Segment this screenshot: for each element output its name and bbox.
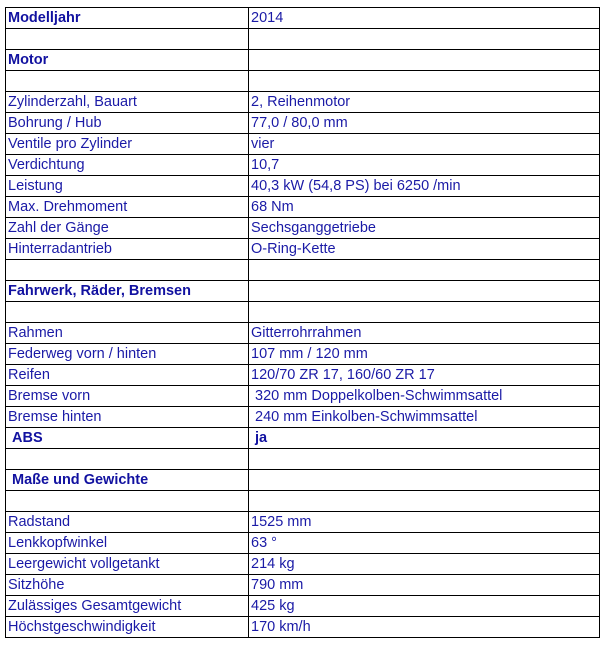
spacer-row bbox=[6, 71, 600, 92]
spec-value: ja bbox=[249, 428, 600, 449]
spec-label: Hinterradantrieb bbox=[6, 239, 249, 260]
spec-value: O-Ring-Kette bbox=[249, 239, 600, 260]
spec-value: 790 mm bbox=[249, 575, 600, 596]
spec-value bbox=[249, 50, 600, 71]
spec-label bbox=[6, 491, 249, 512]
spec-label: Höchstgeschwindigkeit bbox=[6, 617, 249, 638]
spec-label: Ventile pro Zylinder bbox=[6, 134, 249, 155]
spec-table-body bbox=[6, 8, 600, 638]
spec-label: Zahl der Gänge bbox=[6, 218, 249, 239]
spec-value: 425 kg bbox=[249, 596, 600, 617]
spec-label: Verdichtung bbox=[6, 155, 249, 176]
spec-value bbox=[249, 71, 600, 92]
spec-row bbox=[6, 239, 600, 260]
spec-value: 40,3 kW (54,8 PS) bei 6250 /min bbox=[249, 176, 600, 197]
spec-row bbox=[6, 113, 600, 134]
spec-label: Leistung bbox=[6, 176, 249, 197]
spec-label bbox=[6, 260, 249, 281]
spec-value: 107 mm / 120 mm bbox=[249, 344, 600, 365]
spec-value: 120/70 ZR 17, 160/60 ZR 17 bbox=[249, 365, 600, 386]
spec-row bbox=[6, 533, 600, 554]
spacer-row bbox=[6, 302, 600, 323]
section-title: Maße und Gewichte bbox=[6, 470, 249, 491]
spec-value: 320 mm Doppelkolben-Schwimmsattel bbox=[249, 386, 600, 407]
spec-row bbox=[6, 8, 600, 29]
spec-row bbox=[6, 554, 600, 575]
spec-value: 77,0 / 80,0 mm bbox=[249, 113, 600, 134]
spec-value: 2014 bbox=[249, 8, 600, 29]
section-header-row bbox=[6, 281, 600, 302]
section-header-row bbox=[6, 50, 600, 71]
spec-label: Sitzhöhe bbox=[6, 575, 249, 596]
section-header-row bbox=[6, 470, 600, 491]
spec-value: 214 kg bbox=[249, 554, 600, 575]
spec-value bbox=[249, 491, 600, 512]
spec-label: Modelljahr bbox=[6, 8, 249, 29]
spec-row bbox=[6, 155, 600, 176]
spec-row bbox=[6, 134, 600, 155]
spec-value: 170 km/h bbox=[249, 617, 600, 638]
spec-label: Reifen bbox=[6, 365, 249, 386]
spec-row bbox=[6, 596, 600, 617]
spec-row bbox=[6, 428, 600, 449]
spec-label: Zylinderzahl, Bauart bbox=[6, 92, 249, 113]
spec-row bbox=[6, 323, 600, 344]
spacer-row bbox=[6, 449, 600, 470]
spec-value: vier bbox=[249, 134, 600, 155]
spec-label: Lenkkopfwinkel bbox=[6, 533, 249, 554]
spec-value bbox=[249, 302, 600, 323]
spec-row bbox=[6, 617, 600, 638]
spec-row bbox=[6, 197, 600, 218]
spec-row bbox=[6, 176, 600, 197]
spec-value: 68 Nm bbox=[249, 197, 600, 218]
section-title: Fahrwerk, Räder, Bremsen bbox=[6, 281, 249, 302]
spec-label: Leergewicht vollgetankt bbox=[6, 554, 249, 575]
spec-value bbox=[249, 260, 600, 281]
spacer-row bbox=[6, 29, 600, 50]
spec-value bbox=[249, 449, 600, 470]
spec-table bbox=[5, 7, 600, 638]
spec-row bbox=[6, 407, 600, 428]
section-title: Motor bbox=[6, 50, 249, 71]
spec-label bbox=[6, 302, 249, 323]
spec-value: 2, Reihenmotor bbox=[249, 92, 600, 113]
spec-label: Bremse vorn bbox=[6, 386, 249, 407]
spec-value bbox=[249, 29, 600, 50]
spec-value: Gitterrohrrahmen bbox=[249, 323, 600, 344]
spec-label: Bremse hinten bbox=[6, 407, 249, 428]
spacer-row bbox=[6, 260, 600, 281]
spec-label bbox=[6, 29, 249, 50]
spec-row bbox=[6, 218, 600, 239]
spec-label: ABS bbox=[6, 428, 249, 449]
spec-value: Sechsganggetriebe bbox=[249, 218, 600, 239]
spec-label bbox=[6, 71, 249, 92]
spec-value: 63 ° bbox=[249, 533, 600, 554]
spec-row bbox=[6, 92, 600, 113]
spec-row bbox=[6, 575, 600, 596]
spec-row bbox=[6, 386, 600, 407]
spacer-row bbox=[6, 491, 600, 512]
spec-value bbox=[249, 281, 600, 302]
spec-label bbox=[6, 449, 249, 470]
spec-value bbox=[249, 470, 600, 491]
spec-label: Zulässiges Gesamtgewicht bbox=[6, 596, 249, 617]
spec-label: Rahmen bbox=[6, 323, 249, 344]
spec-row bbox=[6, 365, 600, 386]
spec-row bbox=[6, 344, 600, 365]
spec-label: Federweg vorn / hinten bbox=[6, 344, 249, 365]
spec-row bbox=[6, 512, 600, 533]
spec-value: 240 mm Einkolben-Schwimmsattel bbox=[249, 407, 600, 428]
spec-label: Max. Drehmoment bbox=[6, 197, 249, 218]
spec-label: Radstand bbox=[6, 512, 249, 533]
spec-value: 1525 mm bbox=[249, 512, 600, 533]
spec-value: 10,7 bbox=[249, 155, 600, 176]
spec-label: Bohrung / Hub bbox=[6, 113, 249, 134]
